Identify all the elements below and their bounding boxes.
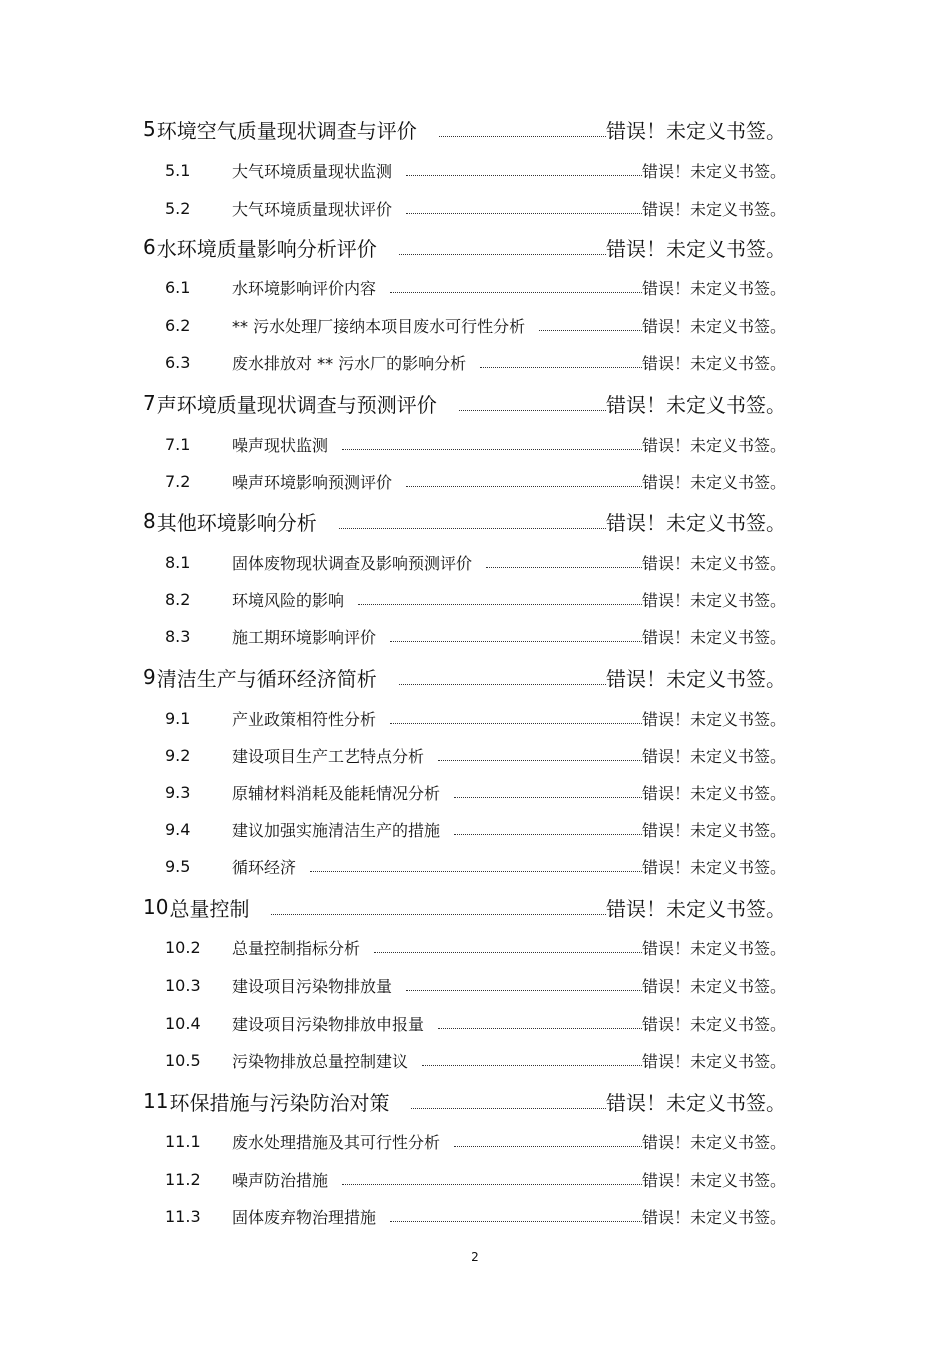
toc-entry-number: 11.3	[165, 1206, 201, 1226]
toc-entry-page-ref: 错误！未定义书签。	[606, 392, 786, 417]
toc-entry-number: 6.2	[165, 315, 191, 335]
toc-dot-leader	[390, 1220, 642, 1222]
toc-entry-page-ref: 错误！未定义书签。	[641, 435, 786, 455]
toc-entry-number: 10.3	[165, 975, 201, 995]
toc-entry-number: 11.2	[165, 1169, 201, 1189]
toc-entry-number: 8.1	[165, 552, 191, 572]
toc-dot-leader	[454, 796, 642, 798]
toc-dot-leader	[339, 527, 606, 529]
toc-entry-number: 10.5	[165, 1050, 201, 1070]
toc-entry-title: 水环境质量影响分析评价	[156, 236, 377, 261]
toc-entry-page-ref: 错误！未定义书签。	[641, 938, 786, 958]
toc-dot-leader	[342, 1183, 642, 1185]
toc-dot-leader	[390, 640, 642, 642]
toc-entry-title: 大气环境质量现状评价	[232, 199, 393, 219]
toc-dot-leader	[271, 913, 606, 915]
toc-section-entry[interactable]	[143, 1204, 786, 1228]
toc-entry-page-ref: 错误！未定义书签。	[641, 746, 786, 766]
toc-entry-page-ref: 错误！未定义书签。	[606, 896, 786, 921]
toc-entry-title: 固体废弃物治理措施	[232, 1207, 377, 1227]
toc-entry-number: 10.2	[165, 937, 201, 957]
toc-entry-title: 环境风险的影响	[232, 590, 345, 610]
toc-section-entry[interactable]	[143, 587, 786, 611]
toc-chapter-entry[interactable]	[143, 892, 786, 922]
toc-section-entry[interactable]	[143, 817, 786, 841]
toc-section-entry[interactable]	[143, 469, 786, 493]
toc-dot-leader	[342, 448, 642, 450]
toc-entry-number: 6	[143, 235, 156, 259]
toc-entry-title: 噪声现状监测	[232, 435, 329, 455]
toc-dot-leader	[438, 759, 642, 761]
toc-section-entry[interactable]	[143, 854, 786, 878]
toc-entry-number: 9	[143, 665, 156, 689]
toc-dot-leader	[438, 1027, 642, 1029]
toc-entry-title: 施工期环境影响评价	[232, 627, 377, 647]
toc-entry-title: 循环经济	[232, 857, 297, 877]
page-number: 2	[471, 1250, 479, 1264]
toc-entry-number: 7.2	[165, 471, 191, 491]
toc-entry-page-ref: 错误！未定义书签。	[641, 783, 786, 803]
toc-dot-leader	[422, 1064, 642, 1066]
toc-section-entry[interactable]	[143, 743, 786, 767]
toc-entry-number: 10	[143, 895, 169, 919]
toc-entry-page-ref: 错误！未定义书签。	[641, 590, 786, 610]
toc-dot-leader	[399, 683, 606, 685]
toc-section-entry[interactable]	[143, 706, 786, 730]
toc-dot-leader	[454, 1145, 642, 1147]
toc-entry-title: 固体废物现状调查及影响预测评价	[232, 553, 473, 573]
toc-entry-number: 5.1	[165, 160, 191, 180]
toc-entry-page-ref: 错误！未定义书签。	[641, 1014, 786, 1034]
toc-entry-number: 7.1	[165, 434, 191, 454]
toc-entry-title: 总量控制	[169, 896, 250, 921]
toc-chapter-entry[interactable]	[143, 662, 786, 692]
toc-section-entry[interactable]	[143, 780, 786, 804]
toc-entry-number: 10.4	[165, 1013, 201, 1033]
toc-entry-page-ref: 错误！未定义书签。	[606, 236, 786, 261]
toc-dot-leader	[454, 833, 642, 835]
toc-chapter-entry[interactable]	[143, 388, 786, 418]
toc-entry-number: 11.1	[165, 1131, 201, 1151]
toc-entry-page-ref: 错误！未定义书签。	[641, 976, 786, 996]
toc-section-entry[interactable]	[143, 550, 786, 574]
toc-dot-leader	[374, 951, 642, 953]
toc-entry-page-ref: 错误！未定义书签。	[641, 627, 786, 647]
toc-entry-title: 大气环境质量现状监测	[232, 161, 393, 181]
toc-dot-leader	[310, 870, 642, 872]
toc-entry-number: 9.1	[165, 708, 191, 728]
toc-entry-number: 9.4	[165, 819, 191, 839]
toc-dot-leader	[390, 722, 642, 724]
toc-section-entry[interactable]	[143, 1048, 786, 1072]
toc-entry-number: 5.2	[165, 198, 191, 218]
toc-entry-title: 噪声环境影响预测评价	[232, 472, 393, 492]
toc-dot-leader	[390, 291, 642, 293]
toc-dot-leader	[539, 329, 642, 331]
toc-entry-page-ref: 错误！未定义书签。	[641, 278, 786, 298]
toc-entry-page-ref: 错误！未定义书签。	[641, 316, 786, 336]
toc-section-entry[interactable]	[143, 1011, 786, 1035]
toc-dot-leader	[358, 603, 642, 605]
toc-entry-number: 8.3	[165, 626, 191, 646]
toc-section-entry[interactable]	[143, 158, 786, 182]
toc-entry-title: 建设项目污染物排放申报量	[232, 1014, 425, 1034]
toc-dot-leader	[411, 1107, 606, 1109]
toc-chapter-entry[interactable]	[143, 1086, 786, 1116]
toc-entry-title: 噪声防治措施	[232, 1170, 329, 1190]
toc-section-entry[interactable]	[143, 275, 786, 299]
toc-section-entry[interactable]	[143, 973, 786, 997]
toc-dot-leader	[399, 253, 606, 255]
toc-entry-page-ref: 错误！未定义书签。	[606, 1090, 786, 1115]
toc-entry-title: 产业政策相符性分析	[232, 709, 377, 729]
toc-section-entry[interactable]	[143, 432, 786, 456]
toc-entry-page-ref: 错误！未定义书签。	[641, 1170, 786, 1190]
toc-entry-title: 清洁生产与循环经济简析	[156, 666, 377, 691]
toc-entry-page-ref: 错误！未定义书签。	[641, 1207, 786, 1227]
toc-entry-title: 建议加强实施清洁生产的措施	[232, 820, 441, 840]
toc-entry-title: 水环境影响评价内容	[232, 278, 377, 298]
toc-entry-title: 声环境质量现状调查与预测评价	[156, 392, 437, 417]
toc-entry-title: 总量控制指标分析	[232, 938, 361, 958]
toc-entry-page-ref: 错误！未定义书签。	[641, 1051, 786, 1071]
toc-entry-title: 废水排放对 ** 污水厂的影响分析	[232, 353, 467, 373]
toc-section-entry[interactable]	[143, 196, 786, 220]
toc-entry-page-ref: 错误！未定义书签。	[641, 1132, 786, 1152]
toc-dot-leader	[486, 566, 642, 568]
toc-entry-title: 原辅材料消耗及能耗情况分析	[232, 783, 441, 803]
toc-entry-title: 建设项目生产工艺特点分析	[232, 746, 425, 766]
toc-entry-page-ref: 错误！未定义书签。	[641, 472, 786, 492]
toc-entry-page-ref: 错误！未定义书签。	[606, 510, 786, 535]
toc-entry-number: 6.3	[165, 352, 191, 372]
toc-entry-title: ** 污水处理厂接纳本项目废水可行性分析	[232, 316, 526, 336]
toc-chapter-entry[interactable]	[143, 232, 786, 262]
toc-dot-leader	[406, 174, 642, 176]
toc-entry-page-ref: 错误！未定义书签。	[641, 353, 786, 373]
toc-entry-page-ref: 错误！未定义书签。	[606, 666, 786, 691]
toc-entry-number: 9.3	[165, 782, 191, 802]
toc-entry-number: 7	[143, 391, 156, 415]
toc-dot-leader	[406, 989, 642, 991]
toc-section-entry[interactable]	[143, 1167, 786, 1191]
toc-dot-leader	[406, 212, 642, 214]
toc-entry-number: 5	[143, 117, 156, 141]
toc-entry-title: 环境空气质量现状调查与评价	[156, 118, 417, 143]
toc-entry-number: 9.5	[165, 856, 191, 876]
toc-entry-page-ref: 错误！未定义书签。	[641, 199, 786, 219]
toc-dot-leader	[406, 485, 642, 487]
toc-entry-title: 建设项目污染物排放量	[232, 976, 393, 996]
toc-entry-page-ref: 错误！未定义书签。	[606, 118, 786, 143]
toc-section-entry[interactable]	[143, 624, 786, 648]
toc-entry-number: 8.2	[165, 589, 191, 609]
toc-section-entry[interactable]	[143, 935, 786, 959]
toc-dot-leader	[480, 366, 642, 368]
toc-section-entry[interactable]	[143, 1129, 786, 1153]
toc-chapter-entry[interactable]	[143, 114, 786, 144]
toc-entry-page-ref: 错误！未定义书签。	[641, 820, 786, 840]
toc-entry-title: 废水处理措施及其可行性分析	[232, 1132, 441, 1152]
toc-dot-leader	[439, 135, 606, 137]
toc-chapter-entry[interactable]	[143, 506, 786, 536]
toc-entry-number: 11	[143, 1089, 169, 1113]
toc-dot-leader	[459, 409, 606, 411]
toc-section-entry[interactable]	[143, 350, 786, 374]
toc-entry-title: 环保措施与污染防治对策	[169, 1090, 390, 1115]
toc-entry-page-ref: 错误！未定义书签。	[641, 857, 786, 877]
toc-entry-number: 9.2	[165, 745, 191, 765]
toc-entry-title: 污染物排放总量控制建议	[232, 1051, 409, 1071]
toc-entry-page-ref: 错误！未定义书签。	[641, 161, 786, 181]
toc-entry-number: 6.1	[165, 277, 191, 297]
toc-entry-title: 其他环境影响分析	[156, 510, 317, 535]
toc-entry-page-ref: 错误！未定义书签。	[641, 553, 786, 573]
toc-entry-number: 8	[143, 509, 156, 533]
toc-section-entry[interactable]	[143, 313, 786, 337]
toc-entry-page-ref: 错误！未定义书签。	[641, 709, 786, 729]
